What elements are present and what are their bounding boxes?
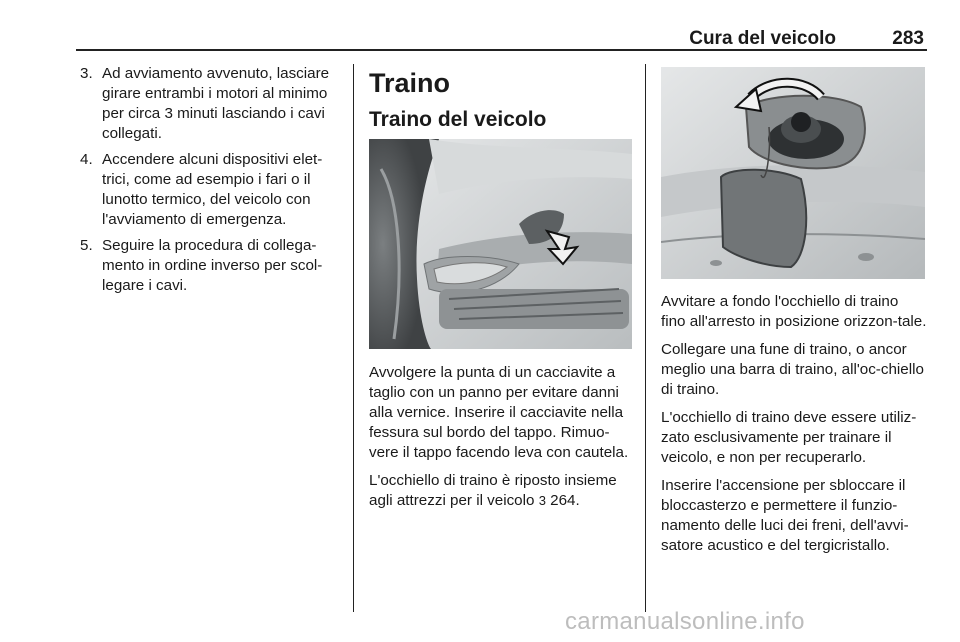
paragraph: Inserire l'accensione per sbloccare il bloccasterzo e permettere il funzio-namento delle luci dei freni, dell'avvi-satore acustico e del tergicristallo. xyxy=(661,477,909,554)
paragraph: Collegare una fune di traino, o ancor meglio una barra di traino, all'oc-chiello di traino. xyxy=(661,341,924,398)
step-item xyxy=(80,64,342,144)
paragraph-text: L'occhiello di traino è riposto insieme agli attrezzi per il veicolo xyxy=(369,472,617,509)
paragraph-with-reference xyxy=(369,471,635,511)
step-number: 5. xyxy=(80,237,93,254)
cap-removal-instructions xyxy=(369,363,635,519)
page-number: 283 xyxy=(892,28,924,49)
page-reference-link[interactable]: 264. xyxy=(550,492,580,509)
step-item xyxy=(80,236,342,296)
step-text: Seguire la procedura di collega-mento in ordine inverso per scol-legare i cavi. xyxy=(102,237,323,294)
front-bumper-cap-removal-illustration xyxy=(369,139,632,349)
paragraph: Avvitare a fondo l'occhiello di traino fino all'arresto in posizione orizzon-tale. xyxy=(661,293,927,330)
column-divider-2 xyxy=(645,64,646,612)
paragraph: L'occhiello di traino deve essere utiliz-zato esclusivamente per trainare il veicolo, e non per recuperarlo. xyxy=(661,409,917,466)
section-title-header: Cura del veicolo xyxy=(689,28,836,49)
step-number: 3. xyxy=(80,65,93,82)
page-reference-arrow-icon: 3 xyxy=(538,493,546,508)
subsection-heading: Traino del veicolo xyxy=(369,108,547,131)
column-divider-1 xyxy=(353,64,354,612)
paragraph: Avvolgere la punta di un cacciavite a taglio con un panno per evitare danni alla vernice. Inserire il cacciavite nella fessura sul bordo del tappo. Rimuo-vere il tappo facendo leva con cautela. xyxy=(369,364,629,461)
step-text: Ad avviamento avvenuto, lasciare girare entrambi i motori al minimo per circa 3 minuti lasciando i cavi collegati. xyxy=(102,65,330,142)
towing-eye-screw-in-illustration xyxy=(661,67,925,279)
step-text: Accendere alcuni dispositivi elet-trici, come ad esempio i fari o il lunotto termico, del veicolo con l'avviamento di emergenza. xyxy=(102,151,323,228)
step-item xyxy=(80,150,342,230)
towing-eye-instructions xyxy=(661,292,927,564)
header-rule xyxy=(76,49,927,51)
section-heading: Traino xyxy=(369,68,451,98)
watermark: carmanualsonline.info xyxy=(565,608,805,635)
step-number: 4. xyxy=(80,151,93,168)
page-header xyxy=(76,24,926,50)
steps-column xyxy=(80,64,342,302)
towing-heading-block xyxy=(369,64,633,134)
